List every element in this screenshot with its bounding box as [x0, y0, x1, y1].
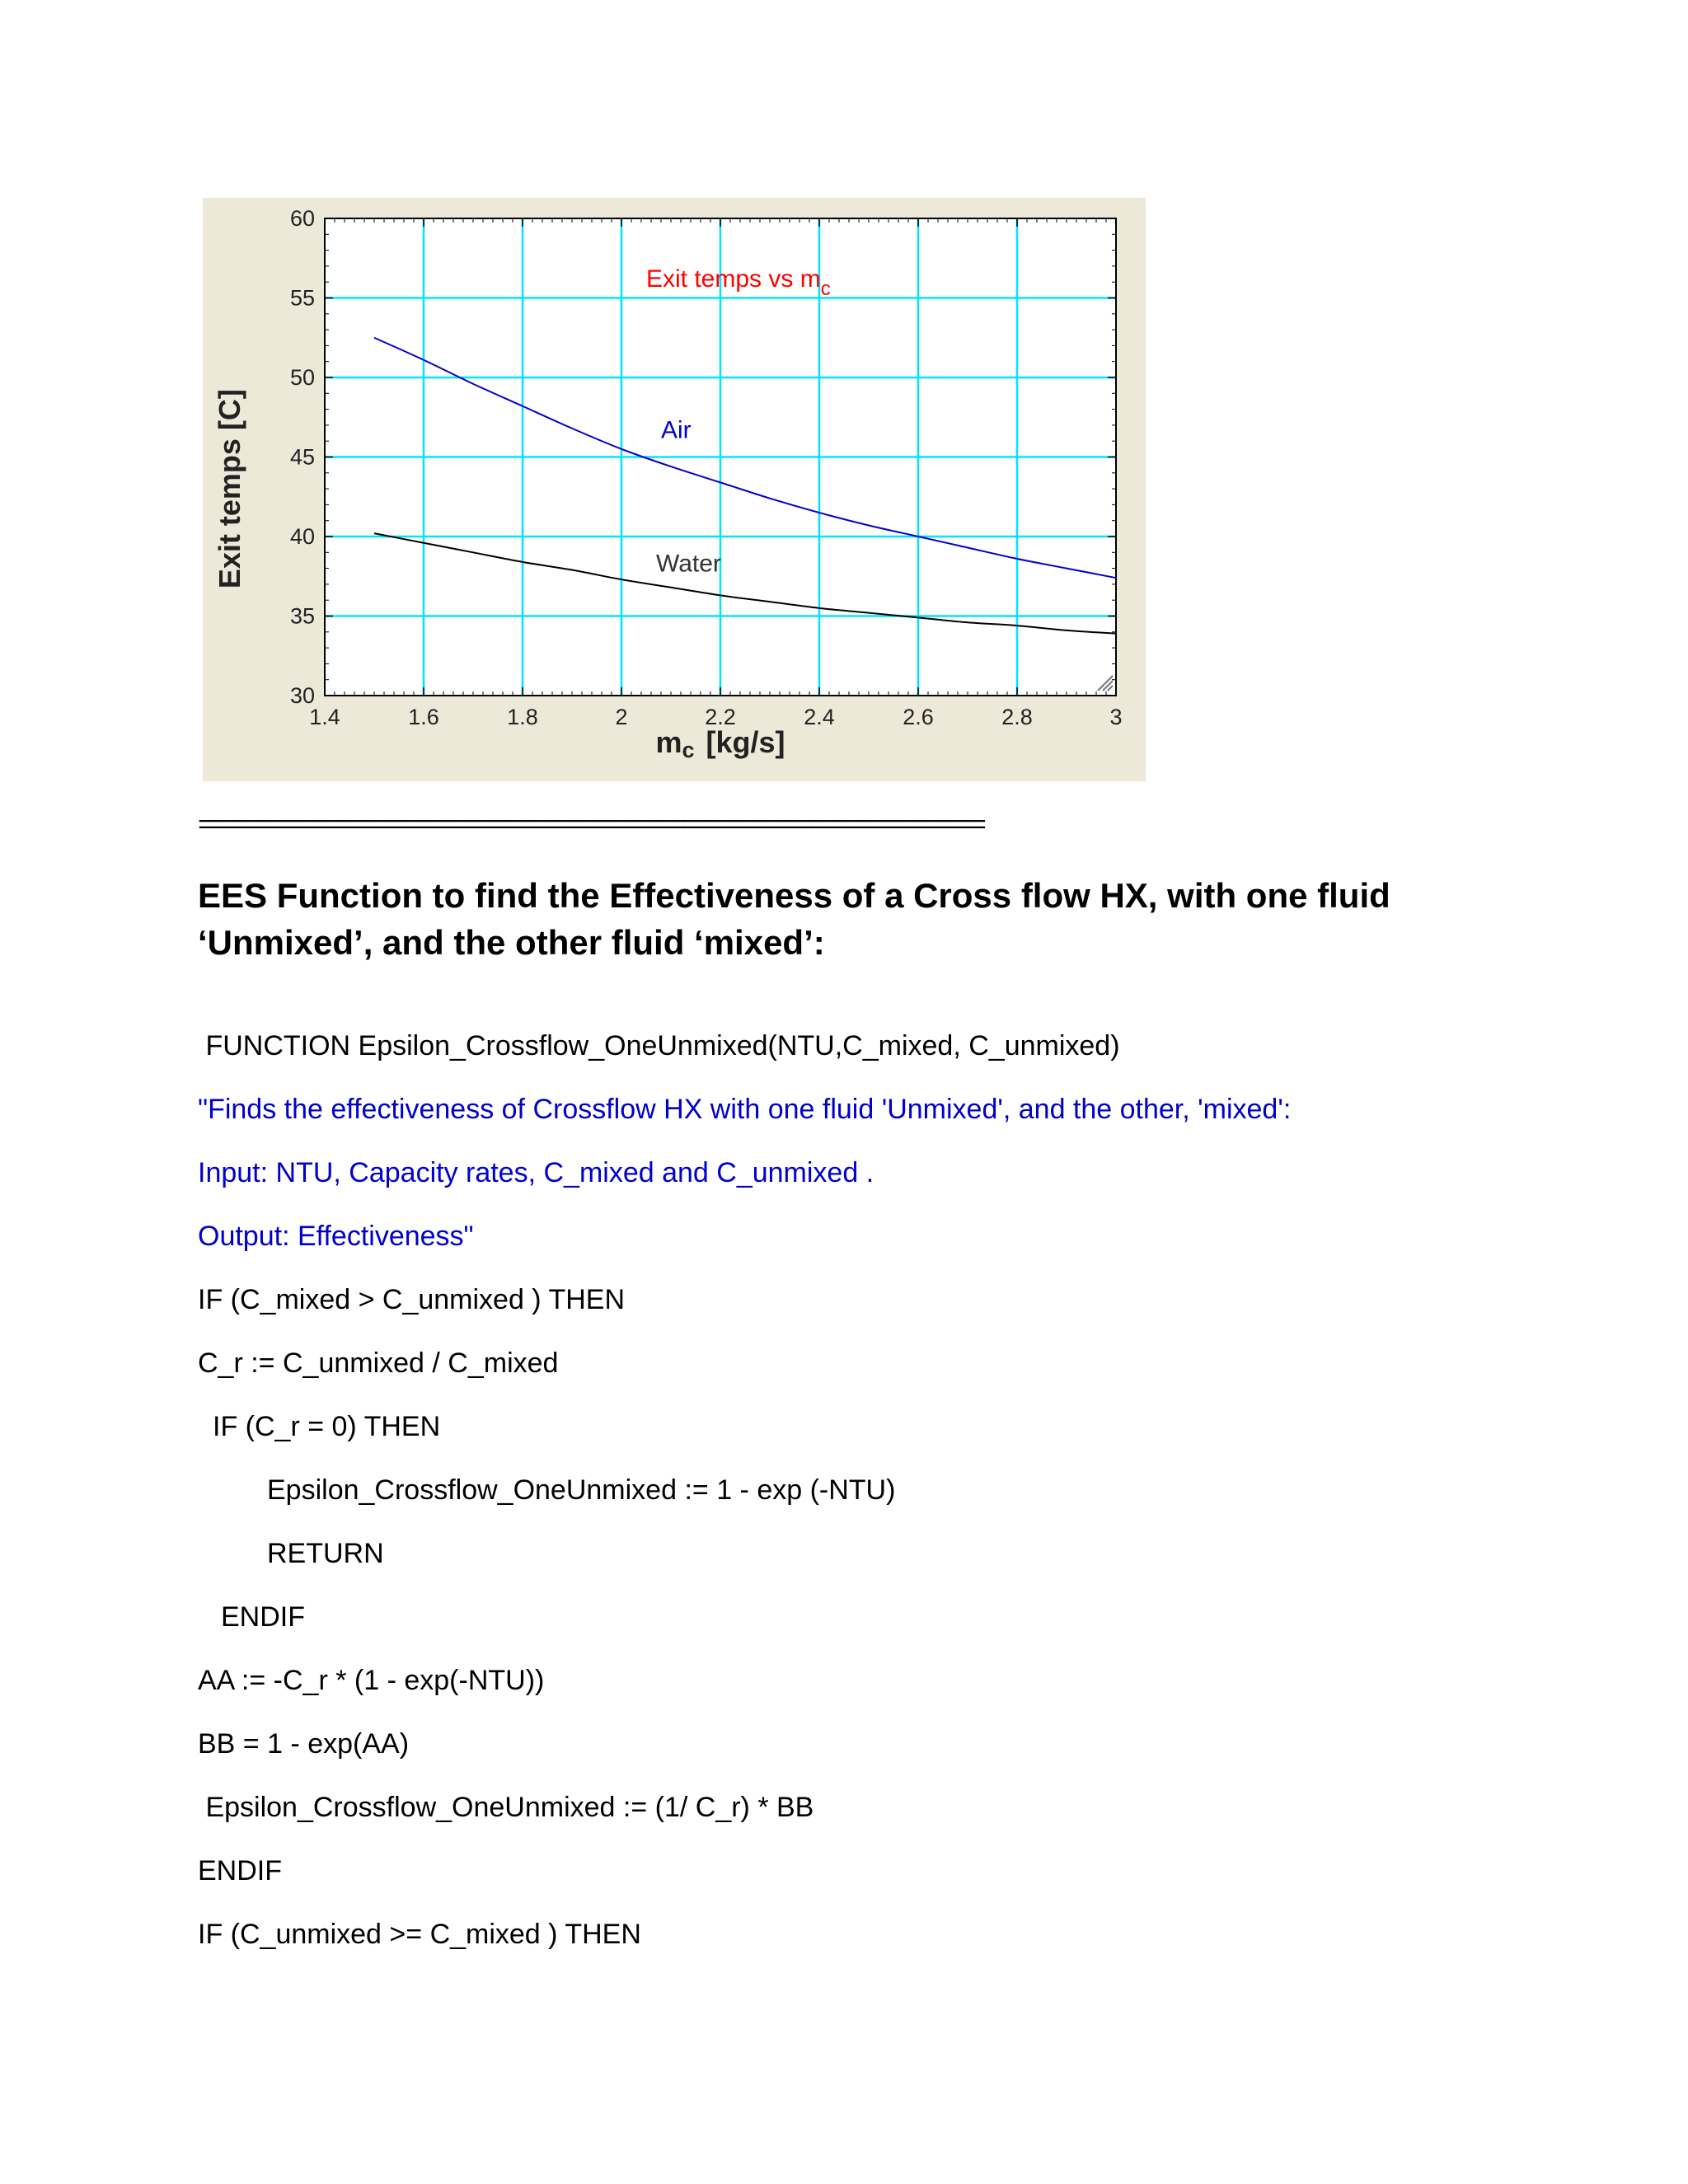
y-tick-label: 50	[289, 365, 315, 390]
x-tick-label: 1.6	[408, 705, 439, 729]
code-line: IF (C_r = 0) THEN	[213, 1411, 441, 1442]
x-tick-label: 2.2	[705, 705, 736, 729]
code-line: RETURN	[267, 1538, 384, 1569]
code-line: Epsilon_Crossflow_OneUnmixed := 1 - exp (-NTU)	[267, 1474, 896, 1506]
x-tick-label: 1.4	[309, 705, 340, 729]
exit-temps-chart	[203, 198, 1146, 781]
x-axis-label-units: [kg/s]	[706, 725, 785, 759]
chart-title: Exit temps vs $m_c$	[646, 265, 831, 300]
code-line: ENDIF	[221, 1601, 305, 1633]
x-tick-label: 2.6	[903, 705, 934, 729]
y-tick-label: 35	[289, 603, 315, 629]
separator-line: ====================================================================	[198, 812, 983, 841]
code-comment-line: "Finds the effectiveness of Crossflow HX with one fluid 'Unmixed', and the other, 'mixed':	[198, 1094, 1292, 1125]
y-tick-label: 45	[289, 444, 315, 470]
y-tick-label: 60	[289, 206, 315, 231]
chart-title-subscript: c	[820, 277, 831, 300]
x-tick-label: 3	[1109, 705, 1123, 729]
code-line: Epsilon_Crossflow_OneUnmixed := (1/ C_r) * BB	[198, 1792, 814, 1823]
code-comment-line: Input: NTU, Capacity rates, C_mixed and C_unmixed .	[198, 1157, 874, 1188]
y-axis-label: Exit temps [C]	[213, 389, 246, 589]
y-tick-label: 40	[289, 524, 315, 549]
x-axis-label: mc [kg/s]	[655, 725, 785, 762]
code-line: C_r := C_unmixed / C_mixed	[198, 1347, 559, 1379]
x-tick-label: 2.8	[1001, 705, 1033, 729]
code-line: ENDIF	[198, 1855, 282, 1886]
chart-panel	[203, 198, 1146, 781]
code-line: FUNCTION Epsilon_Crossflow_OneUnmixed(NTU,C_mixed, C_unmixed)	[198, 1030, 1120, 1062]
x-tick-label: 2	[615, 705, 628, 729]
code-line: IF (C_mixed > C_unmixed ) THEN	[198, 1284, 626, 1315]
y-tick-label: 55	[289, 285, 315, 311]
section-heading: EES Function to find the Effectiveness of a Cross flow HX, with one fluid ‘Unmixed’, and the other fluid ‘mixed’:	[198, 876, 1390, 962]
code-line: BB = 1 - exp(AA)	[198, 1728, 410, 1760]
code-line: IF (C_unmixed >= C_mixed ) THEN	[198, 1919, 641, 1950]
x-tick-label: 2.4	[804, 705, 835, 729]
x-tick-label: 1.8	[507, 705, 538, 729]
series-label-air: Air	[661, 416, 692, 444]
series-label-water: Water	[656, 550, 721, 578]
code-line: AA := -C_r * (1 - exp(-NTU))	[198, 1665, 545, 1696]
code-comment-line: Output: Effectiveness"	[198, 1221, 474, 1252]
x-axis-label-subscript: c	[682, 738, 695, 762]
y-tick-label: 30	[289, 683, 315, 708]
